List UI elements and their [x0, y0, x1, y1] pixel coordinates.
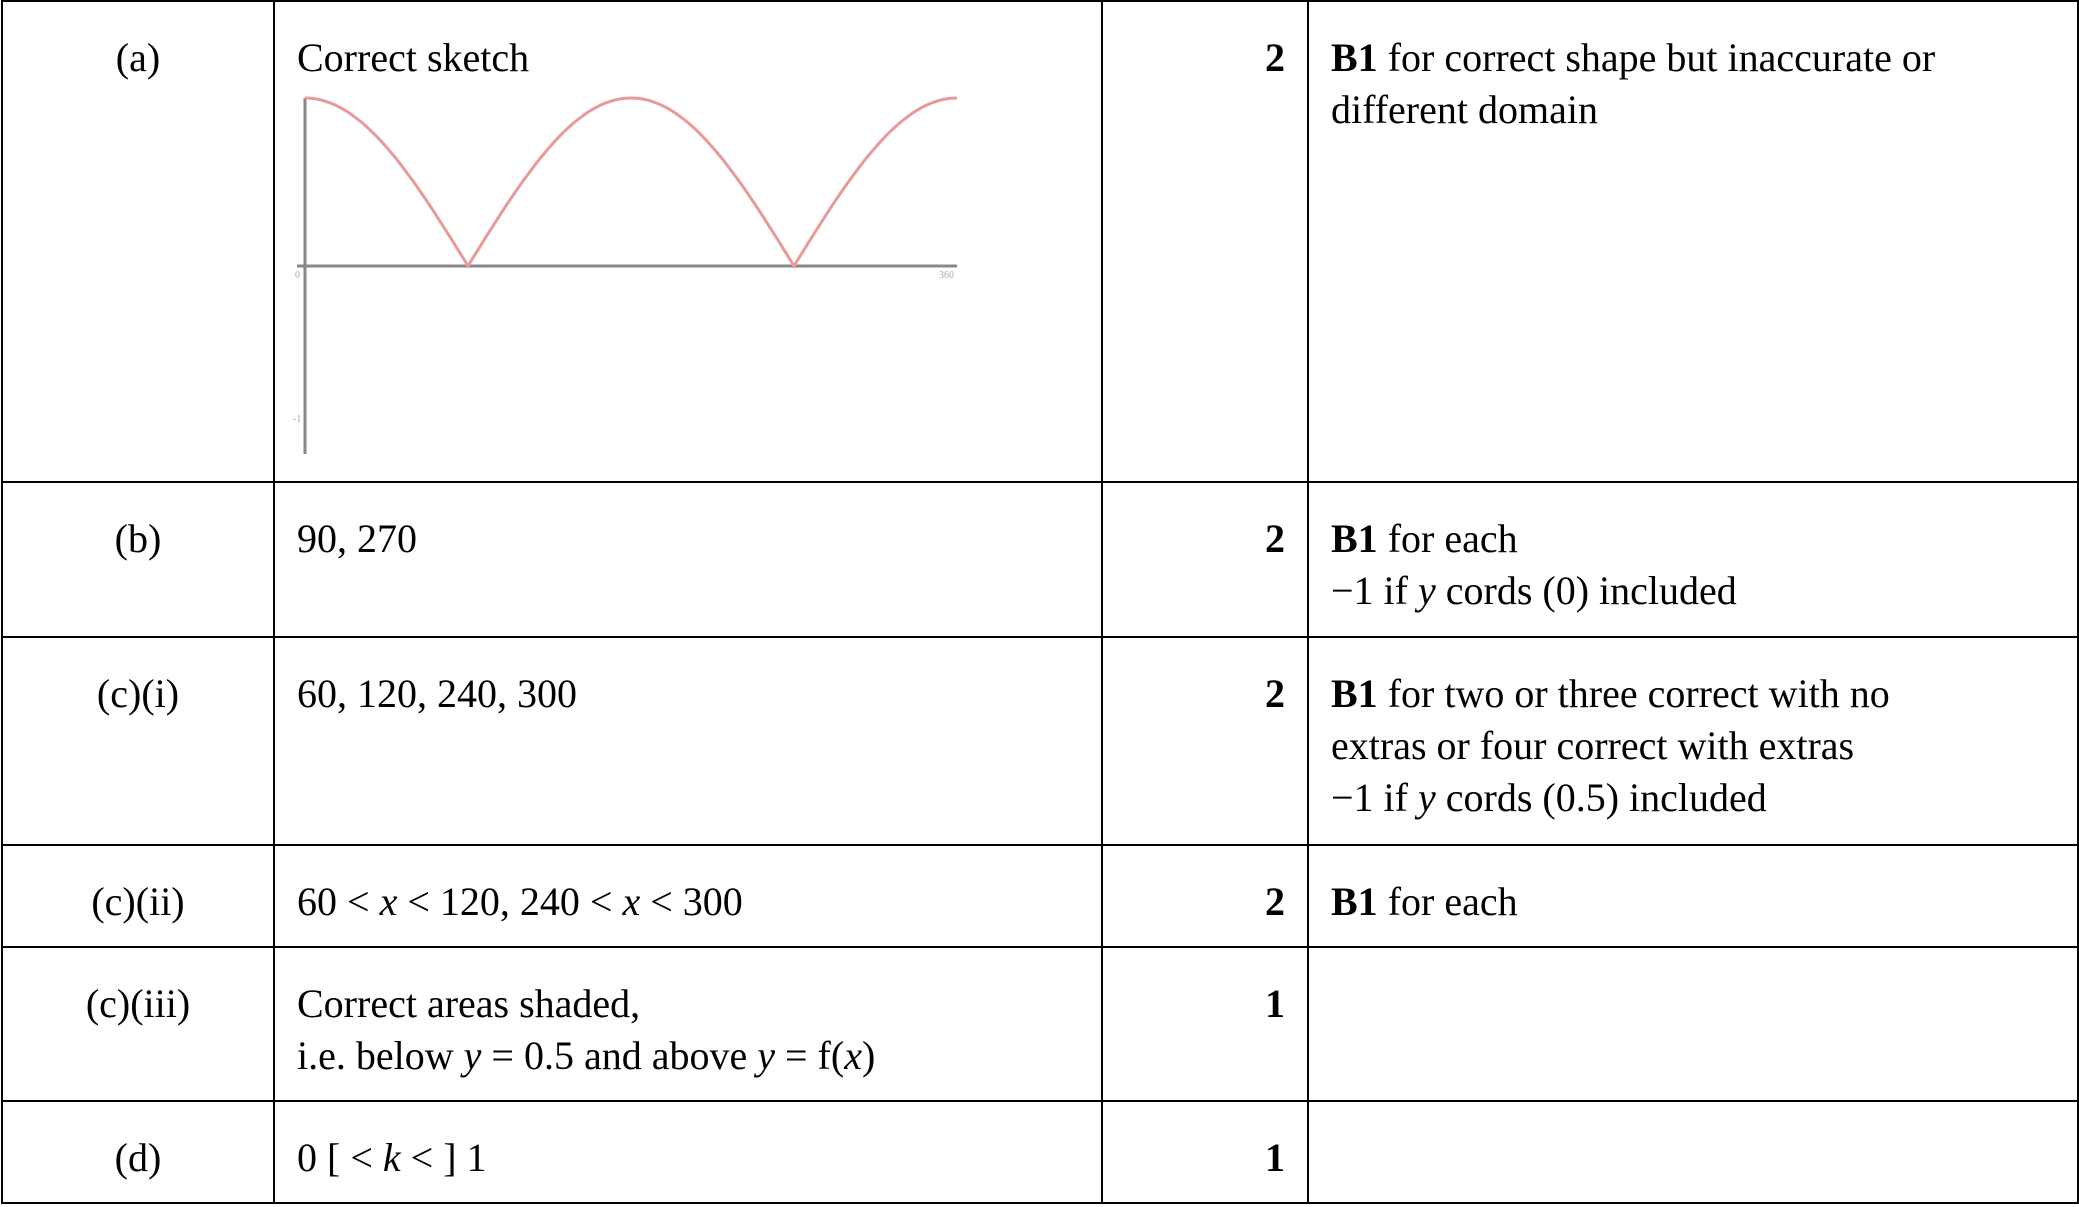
note-line: B1 for each — [1331, 879, 1518, 924]
curve-path — [305, 98, 957, 266]
y-min-tick: -1 — [293, 414, 302, 425]
table-row — [2, 482, 2078, 637]
mark-value: 2 — [1102, 1, 1308, 482]
mark-value: 1 — [1102, 947, 1308, 1101]
answer-cell — [274, 845, 1102, 947]
note-line: extras or four correct with extras — [1331, 723, 1855, 768]
note-line: −1 if y cords (0) included — [1331, 568, 1737, 613]
answer-cell — [274, 637, 1102, 845]
table-row — [2, 1, 2078, 482]
note-line: B1 for each — [1331, 516, 1518, 561]
notes-cell — [1308, 1101, 2078, 1203]
mark-value: 2 — [1102, 637, 1308, 845]
note-line: B1 for two or three correct with no — [1331, 671, 1890, 716]
part-label: (d) — [2, 1101, 274, 1203]
answer-text: Correct areas shaded, — [297, 981, 641, 1026]
table-row — [2, 947, 2078, 1101]
notes-cell — [1308, 1, 2078, 482]
mark-value: 2 — [1102, 845, 1308, 947]
answer-text: i.e. below y = 0.5 and above y = f(x) — [297, 1033, 876, 1078]
answer-text: 60 < x < 120, 240 < x < 300 — [297, 879, 743, 924]
x-end-tick: 360 — [939, 270, 954, 281]
answer-cell — [274, 947, 1102, 1101]
answer-text: 60, 120, 240, 300 — [297, 671, 577, 716]
notes-cell — [1308, 947, 2078, 1101]
part-label: (c)(ii) — [2, 845, 274, 947]
answer-text: 90, 270 — [297, 516, 417, 561]
mark-scheme-table — [1, 0, 2079, 1204]
mark-value: 2 — [1102, 482, 1308, 637]
cos-abs-sketch — [293, 88, 997, 458]
table-row — [2, 1101, 2078, 1203]
part-label: (c)(i) — [2, 637, 274, 845]
notes-cell — [1308, 482, 2078, 637]
part-label: (c)(iii) — [2, 947, 274, 1101]
note-line: −1 if y cords (0.5) included — [1331, 775, 1767, 820]
part-label: (b) — [2, 482, 274, 637]
answer-text: 0 [ < k < ] 1 — [297, 1135, 487, 1180]
table-row — [2, 845, 2078, 947]
answer-text: Correct sketch — [297, 35, 530, 80]
answer-cell — [274, 1, 1102, 482]
answer-cell — [274, 1101, 1102, 1203]
origin-tick: 0 — [295, 270, 300, 281]
answer-cell — [274, 482, 1102, 637]
note-line: different domain — [1331, 87, 1598, 132]
part-label: (a) — [2, 1, 274, 482]
table-row — [2, 637, 2078, 845]
note-line: B1 for correct shape but inaccurate or — [1331, 35, 1936, 80]
notes-cell — [1308, 845, 2078, 947]
notes-cell — [1308, 637, 2078, 845]
mark-value: 1 — [1102, 1101, 1308, 1203]
